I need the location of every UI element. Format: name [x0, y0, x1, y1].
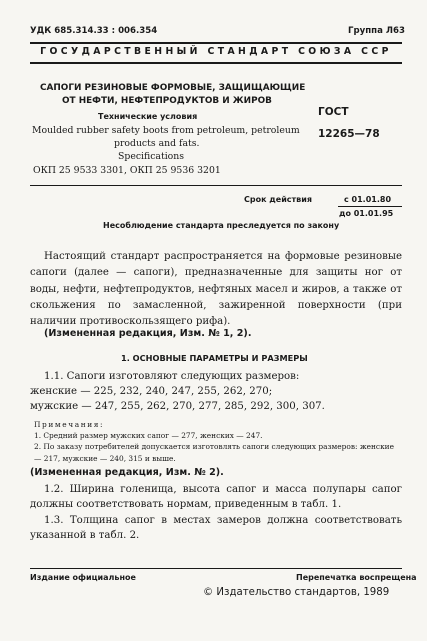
standard-banner: ГОСУДАРСТВЕННЫЙ СТАНДАРТ СОЮЗА ССР: [40, 46, 392, 57]
clause-1-2-text: 1.2. Ширина голенища, высота сапог и масса полупары сапог должны соответствовать нормам, приведенным в табл. 1.: [30, 484, 402, 510]
sizes-men: мужские — 247, 255, 262, 270, 277, 285, 292, 300, 307.: [30, 401, 325, 412]
note-2: 2. По заказу потребителей допускается изготовлять сапоги следующих размеров: женские — 217, мужские — 240, 315 и выше.: [34, 442, 394, 463]
title-english-line-1: Moulded rubber safety boots from petroleum, petroleum: [32, 125, 300, 136]
clause-1-2: [30, 482, 402, 512]
official-edition: Издание официальное: [30, 573, 136, 582]
reprint-prohibited: Перепечатка воспрещена: [296, 573, 417, 582]
section-amendment: (Измененная редакция, Изм. № 2).: [30, 467, 224, 478]
notes-block: [30, 419, 402, 464]
intro-amendment: (Измененная редакция, Изм. № 1, 2).: [44, 328, 252, 339]
gost-number: 12265—78: [318, 128, 380, 140]
validity-to: до 01.01.95: [339, 209, 394, 218]
intro-paragraph: [30, 249, 402, 330]
validity-from: с 01.01.80: [344, 195, 392, 204]
okp-codes: ОКП 25 9533 3301, ОКП 25 9536 3201: [33, 165, 221, 176]
copyright: © Издательство стандартов, 1989: [203, 587, 390, 598]
header-rule-bottom: [30, 62, 402, 64]
sizes-women: женские — 225, 232, 240, 247, 255, 262, 270;: [30, 386, 273, 397]
footer-rule: [30, 568, 402, 569]
validity-label: Срок действия: [244, 195, 312, 204]
udk-code: УДК 685.314.33 : 006.354: [30, 26, 158, 36]
clause-1-3: [30, 513, 402, 543]
clause-1-1: 1.1. Сапоги изготовляют следующих размеров:: [44, 371, 300, 382]
title-english-line-2: products and fats.: [114, 138, 200, 149]
clause-1-3-text: 1.3. Толщина сапог в местах замеров должна соответствовать указанной в табл. 2.: [30, 515, 402, 541]
header-rule-top: [30, 42, 402, 44]
notes-heading: Примечания:: [34, 420, 105, 429]
group-code: Группа Л63: [348, 26, 405, 36]
title-line-1: САПОГИ РЕЗИНОВЫЕ ФОРМОВЫЕ, ЗАЩИЩАЮЩИЕ: [40, 83, 306, 93]
note-1: 1. Средний размер мужских сапог — 277, женских — 247.: [34, 431, 263, 441]
title-line-2: ОТ НЕФТИ, НЕФТЕПРОДУКТОВ И ЖИРОВ: [62, 96, 272, 106]
legal-notice: Несоблюдение стандарта преследуется по закону: [103, 221, 340, 230]
gost-label: ГОСТ: [318, 106, 349, 118]
validity-divider: [338, 206, 402, 207]
intro-text: Настоящий стандарт распространяется на формовые резиновые сапоги (далее — сапоги), предназначенные для защиты ног от воды, нефти, нефтепродуктов, нефтяных масел и жиров, а также от скольжения по замасленной, зажиренной поверхности (при наличии противоскользящего рифа).: [30, 251, 402, 328]
title-subtitle: Технические условия: [98, 112, 198, 121]
section-1-heading: 1. ОСНОВНЫЕ ПАРАМЕТРЫ И РАЗМЕРЫ: [121, 353, 308, 363]
title-english-line-3: Specifications: [118, 151, 185, 162]
title-rule: [30, 185, 402, 186]
